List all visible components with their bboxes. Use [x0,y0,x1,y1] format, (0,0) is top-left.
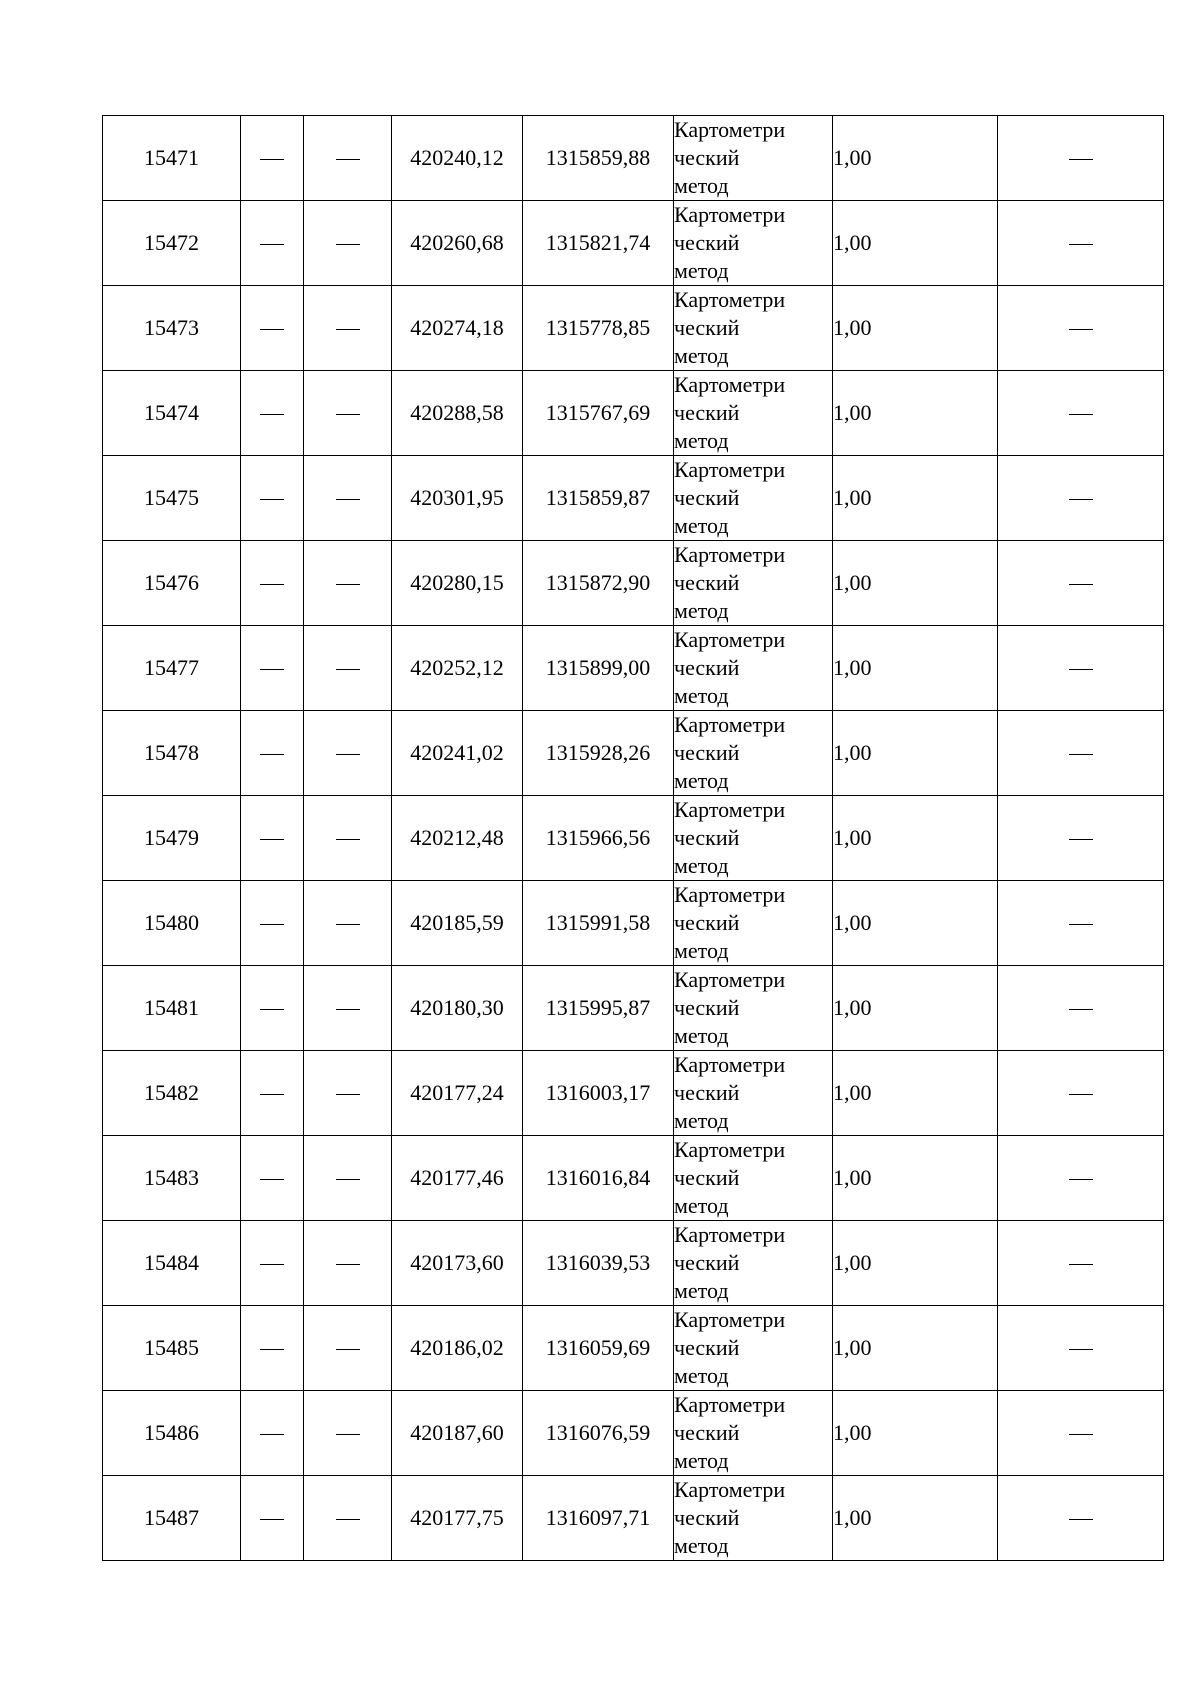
coordinate-x-cell: 420173,60 [392,1221,523,1306]
method-text-line: ческий [674,315,740,340]
method-text-line: метод [674,258,729,283]
method-text-line: метод [674,853,729,878]
empty-y-old-cell [304,1391,392,1476]
dash-mark [1069,159,1093,160]
point-number-cell: 15480 [103,881,241,966]
empty-x-old-cell [241,456,304,541]
empty-y-old-cell [304,1051,392,1136]
method-text-line: ческий [674,485,740,510]
dash-mark [1069,1094,1093,1095]
dash-mark [336,1349,360,1350]
dash-mark [1069,839,1093,840]
accuracy-cell: 1,00 [833,711,998,796]
accuracy-cell: 1,00 [833,881,998,966]
empty-description-cell [998,541,1164,626]
point-number-cell: 15487 [103,1476,241,1561]
dash-mark [336,159,360,160]
empty-x-old-cell [241,116,304,201]
method-text-line: Картометри [674,202,786,227]
method-text-line: Картометри [674,1222,786,1247]
dash-mark [260,1179,284,1180]
point-number-cell: 15473 [103,286,241,371]
empty-description-cell [998,1051,1164,1136]
dash-mark [1069,584,1093,585]
coordinates-table [102,115,1164,1561]
coordinate-x-cell: 420260,68 [392,201,523,286]
coordinate-x-cell: 420301,95 [392,456,523,541]
empty-description-cell [998,116,1164,201]
empty-x-old-cell [241,201,304,286]
empty-description-cell [998,966,1164,1051]
empty-x-old-cell [241,1051,304,1136]
method-text-line: Картометри [674,542,786,567]
table-row [103,1221,1164,1306]
accuracy-cell: 1,00 [833,371,998,456]
dash-mark [336,924,360,925]
method-cell [674,201,833,286]
method-text-line: Картометри [674,457,786,482]
dash-mark [336,1264,360,1265]
method-cell [674,1306,833,1391]
table-row [103,796,1164,881]
coordinate-y-cell: 1315859,87 [523,456,674,541]
method-cell [674,626,833,711]
accuracy-cell: 1,00 [833,1051,998,1136]
empty-y-old-cell [304,286,392,371]
dash-mark [336,584,360,585]
coordinate-x-cell: 420274,18 [392,286,523,371]
coordinate-x-cell: 420212,48 [392,796,523,881]
method-text-line: Картометри [674,1477,786,1502]
method-cell [674,116,833,201]
empty-description-cell [998,1476,1164,1561]
coordinate-x-cell: 420177,46 [392,1136,523,1221]
method-text-line: ческий [674,825,740,850]
method-cell [674,711,833,796]
dash-mark [260,1264,284,1265]
method-cell [674,1476,833,1561]
dash-mark [336,1094,360,1095]
dash-mark [1069,754,1093,755]
method-text-line: Картометри [674,1392,786,1417]
empty-x-old-cell [241,966,304,1051]
empty-y-old-cell [304,1306,392,1391]
accuracy-cell: 1,00 [833,541,998,626]
method-text-line: Картометри [674,712,786,737]
coordinate-x-cell: 420241,02 [392,711,523,796]
coordinate-y-cell: 1315859,88 [523,116,674,201]
accuracy-cell: 1,00 [833,286,998,371]
table-row [103,541,1164,626]
empty-x-old-cell [241,1136,304,1221]
dash-mark [260,839,284,840]
dash-mark [336,1179,360,1180]
method-text-line: Картометри [674,287,786,312]
empty-y-old-cell [304,1221,392,1306]
coordinate-y-cell: 1316039,53 [523,1221,674,1306]
empty-y-old-cell [304,201,392,286]
dash-mark [260,924,284,925]
empty-x-old-cell [241,541,304,626]
dash-mark [260,669,284,670]
method-text-line: ческий [674,655,740,680]
method-cell [674,286,833,371]
dash-mark [260,244,284,245]
empty-description-cell [998,286,1164,371]
accuracy-cell: 1,00 [833,1221,998,1306]
method-text-line: ческий [674,1250,740,1275]
table-row [103,966,1164,1051]
accuracy-cell: 1,00 [833,1391,998,1476]
method-text-line: метод [674,1448,729,1473]
method-text-line: метод [674,1533,729,1558]
method-text-line: ческий [674,145,740,170]
coordinate-y-cell: 1315966,56 [523,796,674,881]
table-row [103,881,1164,966]
dash-mark [1069,329,1093,330]
method-text-line: метод [674,768,729,793]
point-number-cell: 15486 [103,1391,241,1476]
method-text-line: Картометри [674,372,786,397]
accuracy-cell: 1,00 [833,1136,998,1221]
coordinate-y-cell: 1315872,90 [523,541,674,626]
table-body [103,116,1164,1561]
empty-x-old-cell [241,286,304,371]
method-text-line: метод [674,1193,729,1218]
point-number-cell: 15482 [103,1051,241,1136]
method-text-line: Картометри [674,967,786,992]
method-text-line: Картометри [674,627,786,652]
empty-y-old-cell [304,541,392,626]
empty-y-old-cell [304,626,392,711]
coordinate-y-cell: 1316003,17 [523,1051,674,1136]
point-number-cell: 15477 [103,626,241,711]
accuracy-cell: 1,00 [833,796,998,881]
point-number-cell: 15485 [103,1306,241,1391]
empty-y-old-cell [304,1136,392,1221]
coordinate-y-cell: 1315899,00 [523,626,674,711]
dash-mark [336,499,360,500]
method-text-line: ческий [674,1335,740,1360]
method-text-line: метод [674,1278,729,1303]
dash-mark [1069,244,1093,245]
coordinate-y-cell: 1316016,84 [523,1136,674,1221]
empty-description-cell [998,1391,1164,1476]
coordinate-x-cell: 420186,02 [392,1306,523,1391]
dash-mark [260,159,284,160]
dash-mark [1069,1349,1093,1350]
method-cell [674,966,833,1051]
coordinate-x-cell: 420187,60 [392,1391,523,1476]
dash-mark [336,329,360,330]
method-cell [674,456,833,541]
point-number-cell: 15474 [103,371,241,456]
coordinate-y-cell: 1316076,59 [523,1391,674,1476]
accuracy-cell: 1,00 [833,1476,998,1561]
table-row [103,286,1164,371]
method-cell [674,371,833,456]
method-text-line: ческий [674,400,740,425]
dash-mark [1069,924,1093,925]
table-row [103,1306,1164,1391]
dash-mark [260,584,284,585]
point-number-cell: 15471 [103,116,241,201]
empty-x-old-cell [241,1391,304,1476]
method-text-line: метод [674,938,729,963]
empty-description-cell [998,1136,1164,1221]
accuracy-cell: 1,00 [833,626,998,711]
coordinate-x-cell: 420252,12 [392,626,523,711]
accuracy-cell: 1,00 [833,456,998,541]
coordinate-y-cell: 1316097,71 [523,1476,674,1561]
method-text-line: метод [674,1023,729,1048]
accuracy-cell: 1,00 [833,116,998,201]
dash-mark [260,754,284,755]
dash-mark [1069,669,1093,670]
dash-mark [260,1434,284,1435]
dash-mark [1069,1264,1093,1265]
dash-mark [1069,1519,1093,1520]
coordinate-x-cell: 420240,12 [392,116,523,201]
point-number-cell: 15484 [103,1221,241,1306]
coordinate-y-cell: 1315778,85 [523,286,674,371]
method-text-line: метод [674,173,729,198]
method-text-line: Картометри [674,797,786,822]
method-text-line: Картометри [674,1307,786,1332]
method-text-line: метод [674,428,729,453]
empty-description-cell [998,881,1164,966]
dash-mark [336,754,360,755]
point-number-cell: 15483 [103,1136,241,1221]
method-text-line: метод [674,343,729,368]
method-text-line: ческий [674,230,740,255]
method-cell [674,1391,833,1476]
empty-description-cell [998,1221,1164,1306]
empty-x-old-cell [241,711,304,796]
dash-mark [260,1094,284,1095]
method-text-line: ческий [674,995,740,1020]
dash-mark [260,1009,284,1010]
method-text-line: ческий [674,1080,740,1105]
dash-mark [336,839,360,840]
dash-mark [260,329,284,330]
method-text-line: метод [674,598,729,623]
dash-mark [260,499,284,500]
table-row [103,371,1164,456]
table-row [103,1051,1164,1136]
accuracy-cell: 1,00 [833,966,998,1051]
coordinate-y-cell: 1316059,69 [523,1306,674,1391]
point-number-cell: 15476 [103,541,241,626]
table-row [103,456,1164,541]
table-row [103,626,1164,711]
coordinate-y-cell: 1315991,58 [523,881,674,966]
empty-description-cell [998,371,1164,456]
empty-x-old-cell [241,881,304,966]
method-text-line: ческий [674,570,740,595]
point-number-cell: 15475 [103,456,241,541]
method-text-line: метод [674,513,729,538]
dash-mark [336,669,360,670]
accuracy-cell: 1,00 [833,201,998,286]
point-number-cell: 15478 [103,711,241,796]
coordinate-y-cell: 1315928,26 [523,711,674,796]
table-row [103,1391,1164,1476]
table-row [103,1476,1164,1561]
empty-x-old-cell [241,1221,304,1306]
method-cell [674,1136,833,1221]
empty-y-old-cell [304,966,392,1051]
coordinate-x-cell: 420288,58 [392,371,523,456]
method-cell [674,541,833,626]
dash-mark [336,1009,360,1010]
method-cell [674,1221,833,1306]
coordinate-y-cell: 1315821,74 [523,201,674,286]
dash-mark [336,414,360,415]
empty-y-old-cell [304,1476,392,1561]
method-text-line: Картометри [674,882,786,907]
empty-y-old-cell [304,711,392,796]
method-text-line: ческий [674,1420,740,1445]
coordinate-x-cell: 420180,30 [392,966,523,1051]
method-text-line: ческий [674,1165,740,1190]
point-number-cell: 15479 [103,796,241,881]
empty-y-old-cell [304,796,392,881]
dash-mark [1069,1009,1093,1010]
table-row [103,711,1164,796]
empty-description-cell [998,456,1164,541]
method-text-line: Картометри [674,117,786,142]
accuracy-cell: 1,00 [833,1306,998,1391]
method-text-line: метод [674,683,729,708]
dash-mark [260,1349,284,1350]
coordinate-y-cell: 1315995,87 [523,966,674,1051]
empty-x-old-cell [241,371,304,456]
table-row [103,1136,1164,1221]
point-number-cell: 15481 [103,966,241,1051]
empty-description-cell [998,711,1164,796]
method-cell [674,881,833,966]
dash-mark [1069,414,1093,415]
dash-mark [260,414,284,415]
empty-y-old-cell [304,456,392,541]
method-text-line: ческий [674,740,740,765]
empty-x-old-cell [241,796,304,881]
coordinate-x-cell: 420185,59 [392,881,523,966]
coordinate-x-cell: 420177,24 [392,1051,523,1136]
method-text-line: Картометри [674,1052,786,1077]
method-cell [674,1051,833,1136]
method-text-line: Картометри [674,1137,786,1162]
method-text-line: ческий [674,910,740,935]
coordinate-y-cell: 1315767,69 [523,371,674,456]
empty-x-old-cell [241,1306,304,1391]
empty-description-cell [998,796,1164,881]
table-row [103,116,1164,201]
dash-mark [1069,1434,1093,1435]
method-text-line: ческий [674,1505,740,1530]
empty-description-cell [998,1306,1164,1391]
dash-mark [336,244,360,245]
coordinate-x-cell: 420280,15 [392,541,523,626]
dash-mark [260,1519,284,1520]
empty-y-old-cell [304,881,392,966]
method-text-line: метод [674,1108,729,1133]
dash-mark [1069,499,1093,500]
method-cell [674,796,833,881]
dash-mark [336,1434,360,1435]
dash-mark [336,1519,360,1520]
table-row [103,201,1164,286]
empty-x-old-cell [241,626,304,711]
empty-x-old-cell [241,1476,304,1561]
empty-y-old-cell [304,116,392,201]
empty-description-cell [998,626,1164,711]
method-text-line: метод [674,1363,729,1388]
dash-mark [1069,1179,1093,1180]
point-number-cell: 15472 [103,201,241,286]
coordinate-x-cell: 420177,75 [392,1476,523,1561]
empty-description-cell [998,201,1164,286]
empty-y-old-cell [304,371,392,456]
